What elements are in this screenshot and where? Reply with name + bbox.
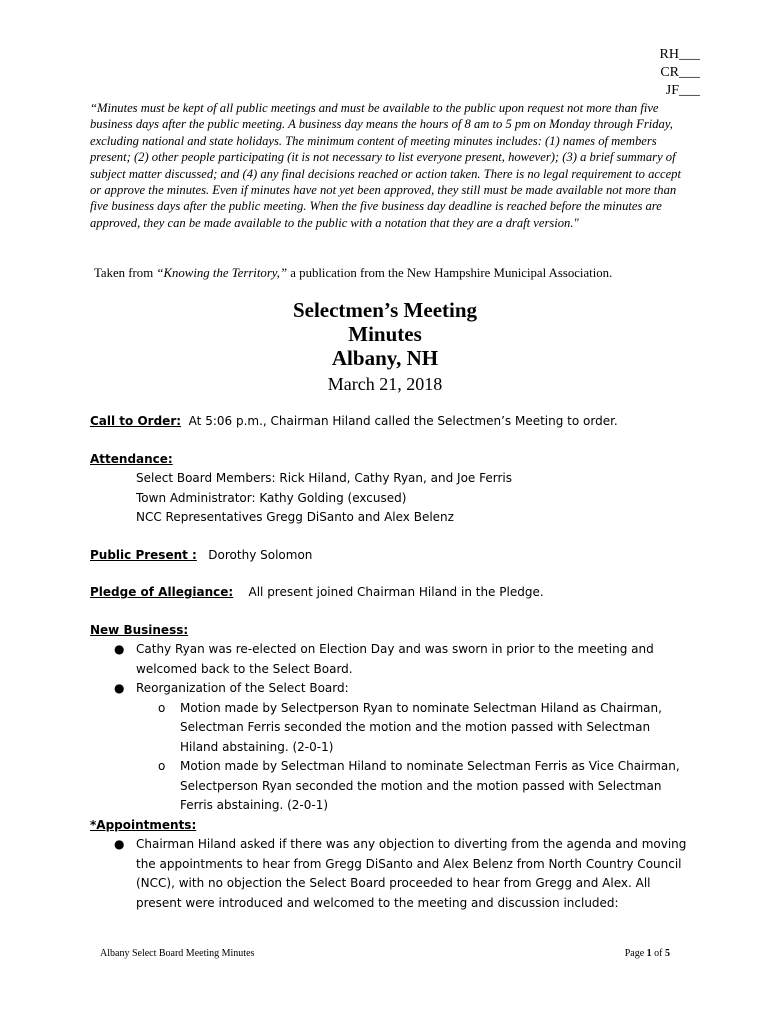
initials-jf: JF___ <box>665 83 700 98</box>
title-line-1: Selectmen’s Meeting <box>292 298 478 322</box>
initials-block <box>600 46 700 100</box>
circle-bullet-icon: o <box>158 700 166 715</box>
page-number: Page 1 of 5 <box>624 948 670 959</box>
list-item <box>90 679 690 816</box>
footer-title: Albany Select Board Meeting Minutes <box>100 948 255 959</box>
appointments-section <box>90 816 690 914</box>
public-present-section <box>90 546 690 566</box>
new-business-section <box>90 621 690 816</box>
motion-chairman: Motion made by Selectperson Ryan to nominate Selectman Hiland as Chairman, Selectman Ferris seconded the motion and the motion passed with Selectman Hiland abstaining. (2-0-1) <box>180 700 662 754</box>
call-to-order-label: Call to Order: <box>90 414 182 428</box>
bullet-icon: ● <box>114 681 125 695</box>
motion-vice-chairman: Motion made by Selectman Hiland to nominate Selectman Ferris as Vice Chairman, Selectperson Ryan seconded the motion and the motion passed with Selectman Ferris abstaining. (2-0-1) <box>180 759 680 812</box>
meeting-date: March 21, 2018 <box>327 374 443 394</box>
initials-cr: CR___ <box>660 65 700 80</box>
attendance-label: Attendance: <box>90 451 173 466</box>
source-title: “Knowing the Territory,” <box>156 266 288 280</box>
minutes-requirement-quote: “Minutes must be kept of all public meetings and must be available to the public upon request not more than five business days after the public meeting. A business day means the hours of 8 am to 5 pm on Monday through Friday, excluding national and state holidays. The minimum content of meeting minutes includes: (1) names of members present; (2) other people participating (it is not necessary to list everyone present, however); (3) a brief summary of subject matter discussed; and (4) any final decisions reached or action taken. There is no legal requirement to accept or approve the minutes. Even if minutes have not yet been approved, they still must be made available not more than five business days after the public meeting. When the five business day deadline is reached before the minutes are approved, they can be made available to the public with a notation that they are a draft version." <box>90 101 681 230</box>
pledge-section <box>90 583 690 603</box>
bullet-icon: ● <box>114 642 125 656</box>
source-prefix: Taken from <box>94 266 157 280</box>
list-item <box>90 835 690 913</box>
document-title <box>0 298 770 396</box>
public-present-text: Dorothy Solomon <box>208 547 313 562</box>
attendance-line: Town Administrator: Kathy Golding (excused) <box>136 490 407 505</box>
title-line-2: Minutes <box>348 322 422 346</box>
circle-bullet-icon: o <box>158 759 166 773</box>
new-business-item-2: Reorganization of the Select Board: <box>136 681 349 695</box>
list-item <box>90 640 690 679</box>
source-suffix: a publication from the New Hampshire Municipal Association. <box>287 266 613 280</box>
appointments-item-1: Chairman Hiland asked if there was any objection to diverting from the agenda and moving the appointments to hear from Gregg DiSanto and Alex Belenz from North Country Council (NCC), with no objection the Select Board proceeded to hear from Gregg and Alex. All present were introduced and welcomed to the meeting and discussion included: <box>136 837 687 910</box>
appointments-label: *Appointments: <box>90 817 197 832</box>
attendance-line: Select Board Members: Rick Hiland, Cathy Ryan, and Joe Ferris <box>136 471 512 485</box>
pledge-text: All present joined Chairman Hiland in the Pledge. <box>248 585 544 599</box>
public-present-label: Public Present : <box>90 547 197 562</box>
quote-source <box>94 265 714 281</box>
bullet-icon: ● <box>114 837 125 851</box>
sub-list-item <box>136 757 690 816</box>
title-line-3: Albany, NH <box>331 346 439 370</box>
minutes-body <box>90 412 690 913</box>
pledge-label: Pledge of Allegiance: <box>90 585 234 599</box>
call-to-order-text: At 5:06 p.m., Chairman Hiland called the Selectmen’s Meeting to order. <box>188 414 618 428</box>
initials-rh: RH___ <box>659 47 700 62</box>
call-to-order-section <box>90 412 690 432</box>
sub-list-item <box>136 699 690 758</box>
attendance-line: NCC Representatives Gregg DiSanto and Alex Belenz <box>136 510 454 524</box>
new-business-label: New Business: <box>90 622 189 637</box>
attendance-section <box>90 450 690 528</box>
new-business-item-1: Cathy Ryan was re-elected on Election Day and was sworn in prior to the meeting and welcomed back to the Select Board. <box>136 642 654 676</box>
